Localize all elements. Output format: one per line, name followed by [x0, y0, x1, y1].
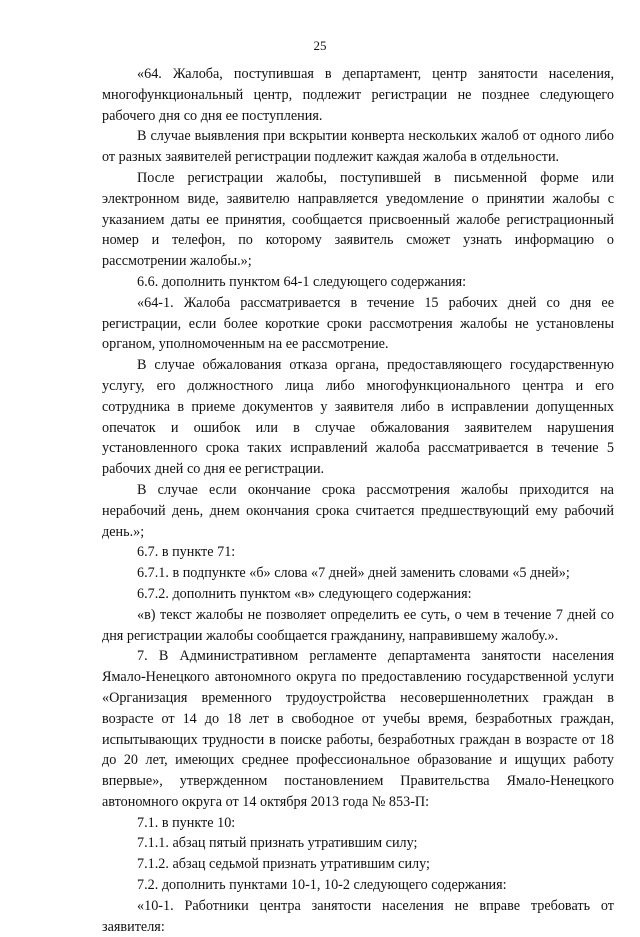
- paragraph-6-7-2: 6.7.2. дополнить пунктом «в» следующего содержания:: [137, 585, 472, 602]
- paragraph-7-1: 7.1. в пункте 10:: [137, 814, 236, 831]
- paragraph-nonworking-day: В случае если окончание срока рассмотрения жалобы приходится на нерабочий день, днем окончания срока считается предшествующий ему рабочий день.»;: [102, 481, 614, 540]
- paragraph-6-7: 6.7. в пункте 71:: [137, 544, 236, 561]
- paragraph-7-1-1: 7.1.1. абзац пятый признать утратившим силу;: [137, 835, 418, 852]
- paragraph-7-1-2: 7.1.2. абзац седьмой признать утратившим силу;: [137, 856, 430, 873]
- paragraph-10-1: «10-1. Работники центра занятости населения не вправе требовать от заявителя:: [102, 897, 614, 935]
- paragraph-64-1: «64-1. Жалоба рассматривается в течение 15 рабочих дней со дня ее регистрации, если более короткие сроки рассмотрения жалобы не установлены органом, уполномоченным на ее рассмотрение.: [102, 294, 614, 353]
- paragraph-6-6: 6.6. дополнить пунктом 64-1 следующего содержания:: [137, 273, 467, 290]
- paragraph-6-7-1: 6.7.1. в подпункте «б» слова «7 дней» дней заменить словами «5 дней»;: [137, 565, 570, 582]
- page-number: 25: [313, 38, 327, 53]
- paragraph-7-2: 7.2. дополнить пунктами 10-1, 10-2 следующего содержания:: [137, 877, 507, 894]
- paragraph-appeal-refusal: В случае обжалования отказа органа, предоставляющего государственную услугу, его должностного лица либо многофункционального центра и его сотрудника в приеме документов у заявителя либо в исправлении допущенных опечаток и ошибок или в случае обжалования заявителем нарушения установленного срока таких исправлений жалоба рассматривается в течение 5 рабочих дней со дня ее регистрации.: [102, 357, 614, 478]
- paragraph-7: 7. В Административном регламенте департамента занятости населения Ямало-Ненецкого автономного округа по предоставлению государственной услуги «Организация временного трудоустройства несовершеннолетних граждан в возрасте от 14 до 18 лет в свободное от учебы время, безработных граждан, испытывающих трудности в поиске работы, безработных граждан в возрасте от 18 до 20 лет, имеющих среднее профессиональное образование и ищущих работу впервые», утвержденном постановлением Правительства Ямало-Ненецкого автономного округа от 14 октября 2013 года № 853-П:: [102, 648, 614, 810]
- paragraph-subitem-v: «в) текст жалобы не позволяет определить ее суть, о чем в течение 7 дней со дня регистрации жалобы сообщается гражданину, направившему жалобу.».: [102, 606, 614, 644]
- paragraph-multiple-complaints: В случае выявления при вскрытии конверта нескольких жалоб от одного либо от разных заявителей регистрации подлежит каждая жалоба в отдельности.: [102, 128, 614, 166]
- paragraph-registration-notice: После регистрации жалобы, поступившей в письменной форме или электронном виде, заявителю направляется уведомление о принятии жалобы с указанием даты ее принятия, сообщается присвоенный жалобе регистрационный номер и телефон, по которому заявитель сможет узнать информацию о рассмотрении жалобы.»;: [102, 169, 614, 270]
- document-body: [102, 64, 614, 937]
- paragraph-64: «64. Жалоба, поступившая в департамент, центр занятости населения, многофункциональный центр, подлежит регистрации не позднее следующего рабочего дня со дня ее поступления.: [102, 66, 614, 124]
